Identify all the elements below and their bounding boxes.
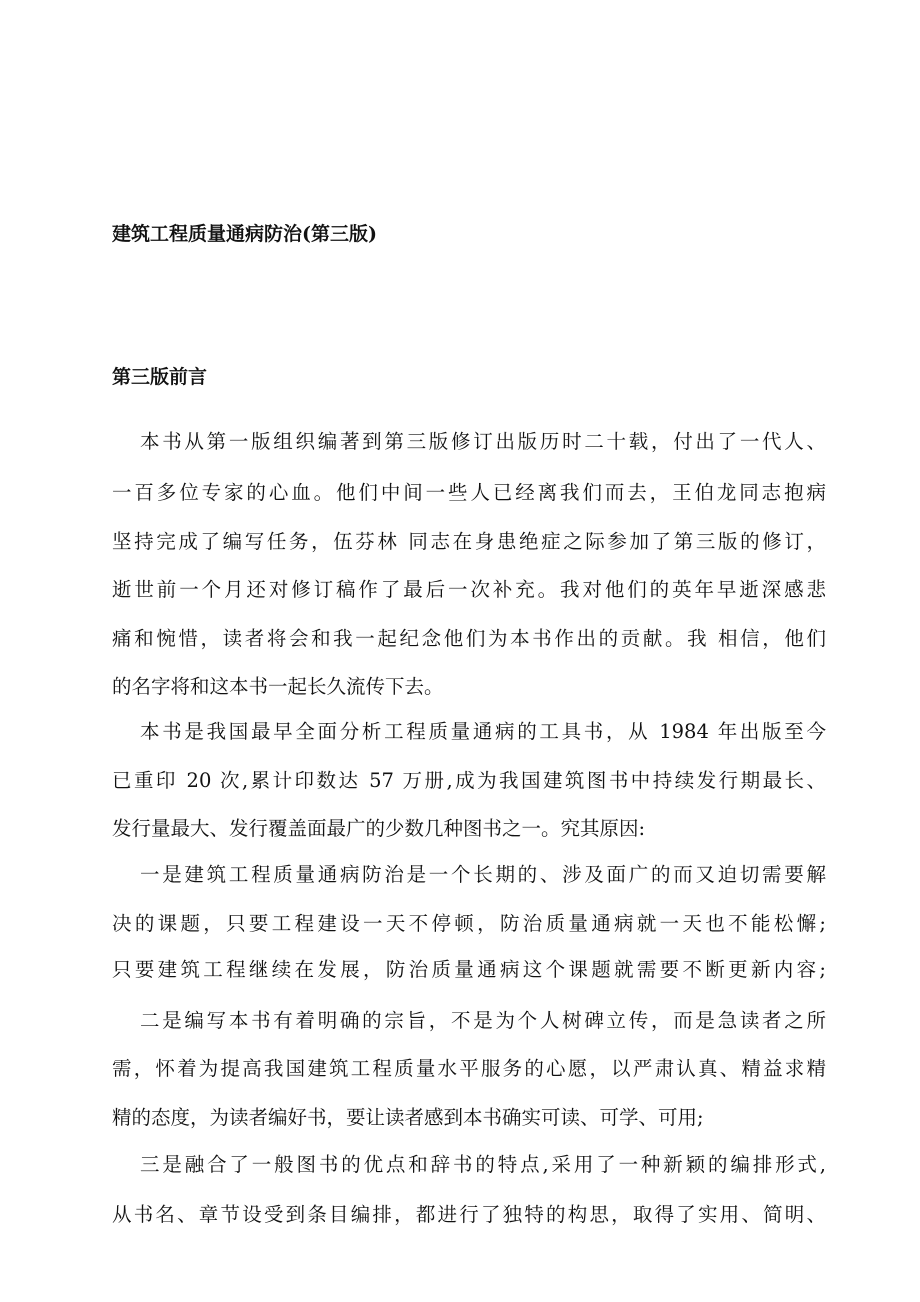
paragraph-1-line-2: 一百多位专家的心血。他们中间一些人已经离我们而去，王伯龙同志抱病 [112,481,826,504]
paragraph-2-line-1: 本书是我国最早全面分析工程质量通病的工具书，从 1984 年出版至今 [140,720,826,743]
paragraph-3-line-3: 只要建筑工程继续在发展，防治质量通病这个课题就需要不断更新内容; [112,958,826,981]
paragraph-1-line-5: 痛和惋惜，读者将会和我一起纪念他们为本书作出的贡献。我 相信，他们 [112,627,826,650]
paragraph-2-line-3: 发行量最大、发行覆盖面最广的少数几种图书之一。究其原因: [112,817,646,840]
paragraph-1-line-6: 的名字将和这本书一起长久流传下去。 [112,675,444,698]
paragraph-1-line-3: 坚持完成了编写任务，伍芬林 同志在身患绝症之际参加了第三版的修订， [112,530,826,553]
section-heading: 第三版前言 [112,366,208,388]
paragraph-1-line-1: 本书从第一版组织编著到第三版修订出版历时二十载，付出了一代人、 [140,430,826,453]
paragraph-5-line-1: 三是融合了一般图书的优点和辞书的特点,采用了一种新颖的编排形式, [140,1153,826,1176]
paragraph-2-line-2: 已重印 20 次,累计印数达 57 万册,成为我国建筑图书中持续发行期最长、 [112,769,826,792]
paragraph-4-line-2: 需，怀着为提高我国建筑工程质量水平服务的心愿，以严肃认真、精益求精 [112,1057,826,1080]
book-title: 建筑工程质量通病防治(第三版) [112,223,377,245]
paragraph-4-line-3: 精的态度，为读者编好书，要让读者感到本书确实可读、可学、可用; [112,1106,704,1129]
paragraph-4-line-1: 二是编写本书有着明确的宗旨，不是为个人树碑立传，而是急读者之所 [140,1009,826,1032]
paragraph-1-line-4: 逝世前一个月还对修订稿作了最后一次补充。我对他们的英年早逝深感悲 [112,578,826,601]
paragraph-3-line-1: 一是建筑工程质量通病防治是一个长期的、涉及面广的而又迫切需要解 [140,863,826,886]
paragraph-3-line-2: 决的课题，只要工程建设一天不停顿，防治质量通病就一天也不能松懈; [112,912,826,935]
paragraph-5-line-2: 从书名、章节设受到条目编排，都进行了独特的构思，取得了实用、简明、 [112,1203,826,1226]
